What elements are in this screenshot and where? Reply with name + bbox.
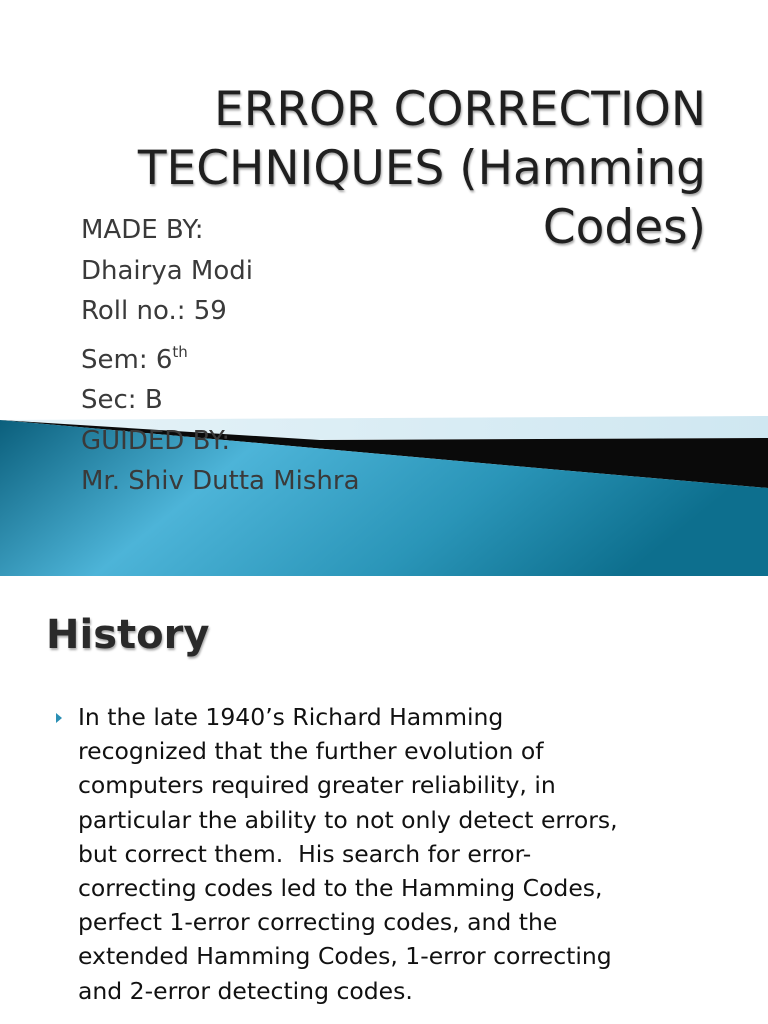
triangle-bullet-icon [56, 713, 62, 723]
bullet-line: and 2-error detecting codes. [78, 976, 413, 1005]
author-name: Dhairya Modi [81, 255, 253, 286]
bullet-line: recognized that the further evolution of [78, 737, 544, 766]
semester-text: Sem: 6 [81, 344, 173, 375]
bullet-item [56, 700, 736, 1008]
title-line-2: TECHNIQUES (Hamming [137, 141, 706, 196]
semester [81, 332, 360, 381]
section: Sec: B [81, 385, 163, 415]
roll-number: Roll no.: 59 [81, 296, 227, 326]
made-by-label: MADE BY: [81, 215, 204, 245]
guide-name: Mr. Shiv Dutta Mishra [81, 466, 360, 496]
title-line-3: Codes) [542, 200, 706, 255]
bullet-line: but correct them. His search for error- [78, 839, 532, 868]
bullet-line: computers required greater reliability, in [78, 771, 556, 800]
guided-by-label: GUIDED BY: [81, 425, 231, 456]
semester-suffix: th [172, 342, 188, 361]
bullet-line: particular the ability to not only detect errors, [78, 805, 618, 834]
bullet-line: perfect 1-error correcting codes, and the [78, 908, 558, 937]
bullet-line: In the late 1940’s Richard Hamming [78, 703, 504, 731]
bullet-line: correcting codes led to the Hamming Codes, [78, 874, 603, 903]
bullet-list [56, 700, 736, 1008]
bullet-line: extended Hamming Codes, 1-error correcting [78, 942, 612, 971]
history-slide [0, 576, 768, 1024]
history-title: History [46, 612, 210, 658]
title-line-1: ERROR CORRECTION [214, 82, 706, 137]
credits-list [81, 210, 360, 502]
